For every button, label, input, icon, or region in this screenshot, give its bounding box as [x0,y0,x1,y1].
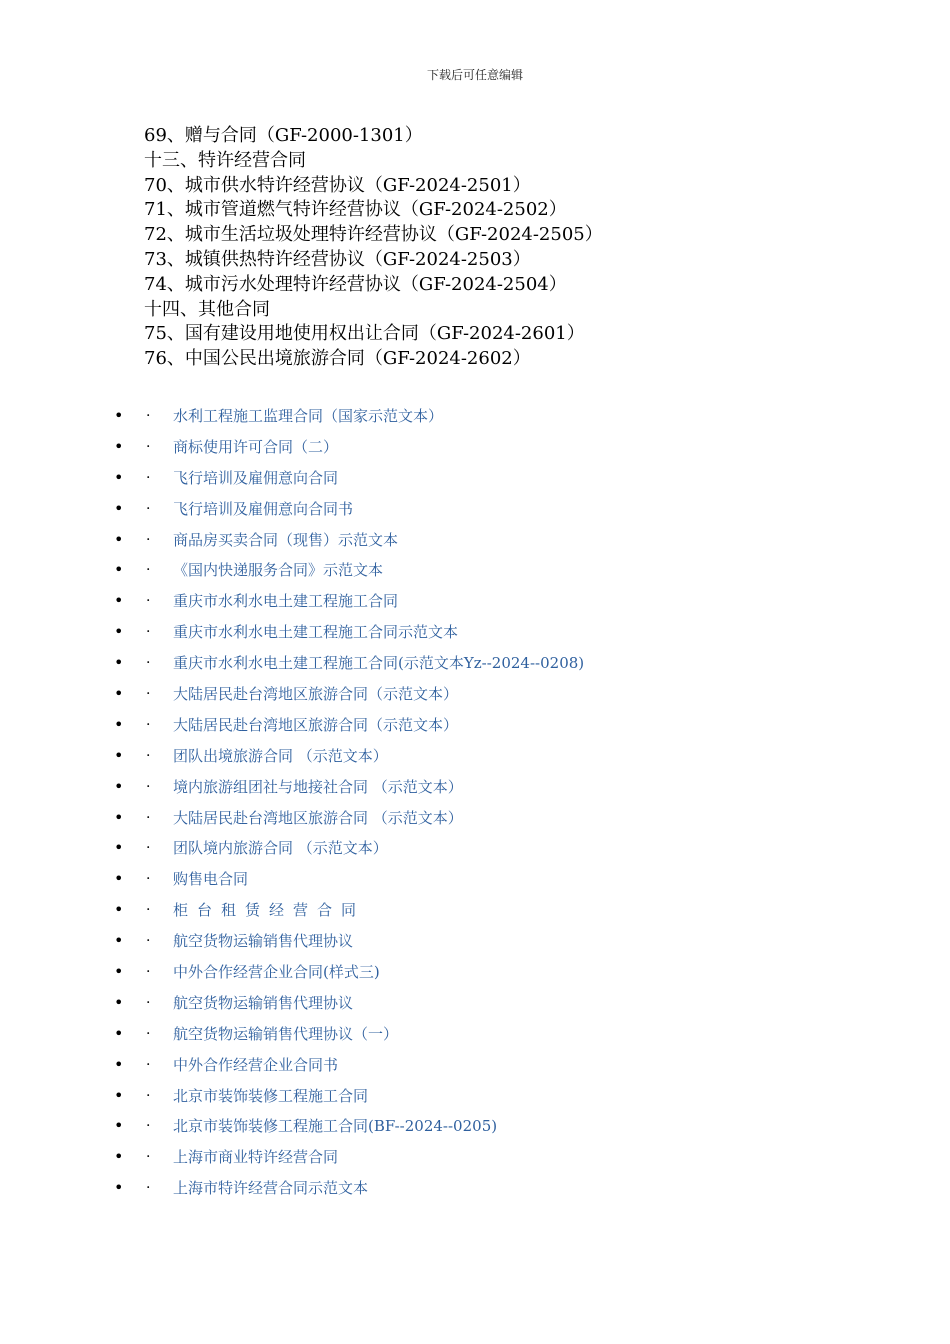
contract-link[interactable]: 团队出境旅游合同 （示范文本） [173,746,388,765]
contract-link[interactable]: 柜台租赁经营合同 [173,901,366,920]
bullet-marker: • [114,1054,124,1074]
contract-link[interactable]: 上海市特许经营合同示范文本 [173,1179,369,1198]
catalog-item: 70、城市供水特许经营协议（GF-2024-2501） [144,174,531,196]
link-list-item [110,803,584,834]
catalog-section-heading: 十三、特许经营合同 [144,149,306,171]
contract-link[interactable]: 中外合作经营企业合同书 [173,1055,339,1074]
dot-marker: · [146,438,151,455]
bullet-marker: • [114,406,124,425]
catalog-section-heading: 十四、其他合同 [144,298,270,320]
contract-link[interactable]: 北京市装饰装修工程施工合同(BF--2024--0205) [173,1117,498,1136]
contract-link[interactable]: 商品房买卖合同（现售）示范文本 [173,530,399,549]
link-list-item [110,679,584,710]
contract-link[interactable]: 水利工程施工监理合同（国家示范文本） [173,407,444,425]
bullet-marker: • [114,436,124,456]
link-list-item [110,710,584,741]
catalog-item: 73、城镇供热特许经营协议（GF-2024-2503） [144,248,531,270]
bullet-marker: • [114,1147,124,1167]
contract-link[interactable]: 航空货物运输销售代理协议 [173,932,354,951]
bullet-marker: • [114,869,124,889]
catalog-item: 69、赠与合同（GF-2000-1301） [144,125,423,146]
dot-marker: · [146,871,151,888]
contract-link[interactable]: 航空货物运输销售代理协议（一） [173,1024,399,1043]
contract-link[interactable]: 飞行培训及雇佣意向合同书 [173,499,354,518]
link-list-item [110,1111,584,1142]
dot-marker: · [146,562,151,579]
link-list-item [110,1142,584,1173]
link-list-item [110,926,584,957]
contract-link[interactable]: 中外合作经营企业合同(样式三) [173,963,380,982]
link-list-item [110,772,584,803]
link-list-item [110,648,584,679]
contract-link[interactable]: 重庆市水利水电土建工程施工合同 [173,592,399,611]
bullet-marker: • [114,931,124,951]
link-list-item [110,1081,584,1112]
link-list-item [110,555,584,586]
contract-link[interactable]: 大陆居民赴台湾地区旅游合同（示范文本） [173,685,459,704]
contract-link[interactable]: 重庆市水利水电土建工程施工合同示范文本 [173,623,459,642]
catalog-item: 75、国有建设用地使用权出让合同（GF-2024-2601） [144,323,585,345]
link-list-item [110,401,584,432]
contract-link[interactable]: 商标使用许可合同（二） [173,437,339,456]
dot-marker: · [146,994,151,1011]
dot-marker: · [146,933,151,950]
link-list-item [110,1173,584,1204]
contract-catalog-list [144,124,603,372]
dot-marker: · [146,747,151,764]
link-list-item [110,432,584,463]
link-list-item [110,494,584,525]
bullet-marker: • [114,962,124,982]
dot-marker: · [146,778,151,795]
bullet-marker: • [114,684,124,704]
contract-link[interactable]: 境内旅游组团社与地接社合同 （示范文本） [173,777,463,796]
contract-link[interactable]: 上海市商业特许经营合同 [173,1148,339,1167]
bullet-marker: • [114,838,124,858]
contract-link[interactable]: 飞行培训及雇佣意向合同 [173,468,339,487]
dot-marker: · [146,840,151,857]
bullet-marker: • [114,467,124,487]
dot-marker: · [146,1118,151,1135]
contract-link[interactable]: 大陆居民赴台湾地区旅游合同 （示范文本） [173,808,463,827]
dot-marker: · [146,500,151,517]
catalog-item: 76、中国公民出境旅游合同（GF-2024-2602） [144,348,531,370]
dot-marker: · [146,1149,151,1166]
link-list-item [110,864,584,895]
contract-link[interactable]: 团队境内旅游合同 （示范文本） [173,839,388,858]
link-list-item [110,1050,584,1081]
bullet-marker: • [114,591,124,611]
link-list-item [110,1019,584,1050]
dot-marker: · [146,1025,151,1042]
link-list-item [110,525,584,556]
dot-marker: · [146,593,151,610]
link-list-item [110,617,584,648]
link-list-item [110,463,584,494]
dot-marker: · [146,902,151,919]
dot-marker: · [146,1056,151,1073]
contract-link[interactable]: 北京市装饰装修工程施工合同 [173,1086,369,1105]
dot-marker: · [146,809,151,826]
dot-marker: · [146,716,151,733]
link-list-item [110,833,584,864]
bullet-marker: • [114,992,124,1012]
link-list-item [110,741,584,772]
dot-marker: · [146,1087,151,1104]
related-contracts-link-list [110,401,584,1204]
contract-link[interactable]: 大陆居民赴台湾地区旅游合同（示范文本） [173,715,459,734]
dot-marker: · [146,531,151,548]
contract-link[interactable]: 重庆市水利水电土建工程施工合同(示范文本Yz--2024--0208) [173,654,585,673]
bullet-marker: • [114,1116,124,1136]
page-header-note: 下载后可任意编辑 [426,68,523,82]
link-list-item [110,988,584,1019]
dot-marker: · [146,469,151,486]
contract-link[interactable]: 《国内快递服务合同》示范文本 [173,561,384,580]
bullet-marker: • [114,745,124,765]
contract-link[interactable]: 航空货物运输销售代理协议 [173,993,354,1012]
catalog-item: 74、城市污水处理特许经营协议（GF-2024-2504） [144,273,567,295]
dot-marker: · [146,624,151,641]
link-list-item [110,957,584,988]
bullet-marker: • [114,560,124,580]
dot-marker: · [146,655,151,672]
dot-marker: · [146,408,151,424]
bullet-marker: • [114,1085,124,1105]
bullet-marker: • [114,622,124,642]
link-list-item [110,895,584,926]
bullet-marker: • [114,653,124,673]
link-list-item [110,586,584,617]
bullet-marker: • [114,1178,124,1198]
dot-marker: · [146,964,151,981]
bullet-marker: • [114,498,124,518]
bullet-marker: • [114,900,124,920]
bullet-marker: • [114,714,124,734]
bullet-marker: • [114,807,124,827]
bullet-marker: • [114,1023,124,1043]
bullet-marker: • [114,529,124,549]
dot-marker: · [146,1180,151,1197]
contract-link[interactable]: 购售电合同 [173,870,249,889]
bullet-marker: • [114,776,124,796]
catalog-item: 71、城市管道燃气特许经营协议（GF-2024-2502） [144,199,567,221]
dot-marker: · [146,686,151,703]
catalog-item: 72、城市生活垃圾处理特许经营协议（GF-2024-2505） [144,224,603,246]
